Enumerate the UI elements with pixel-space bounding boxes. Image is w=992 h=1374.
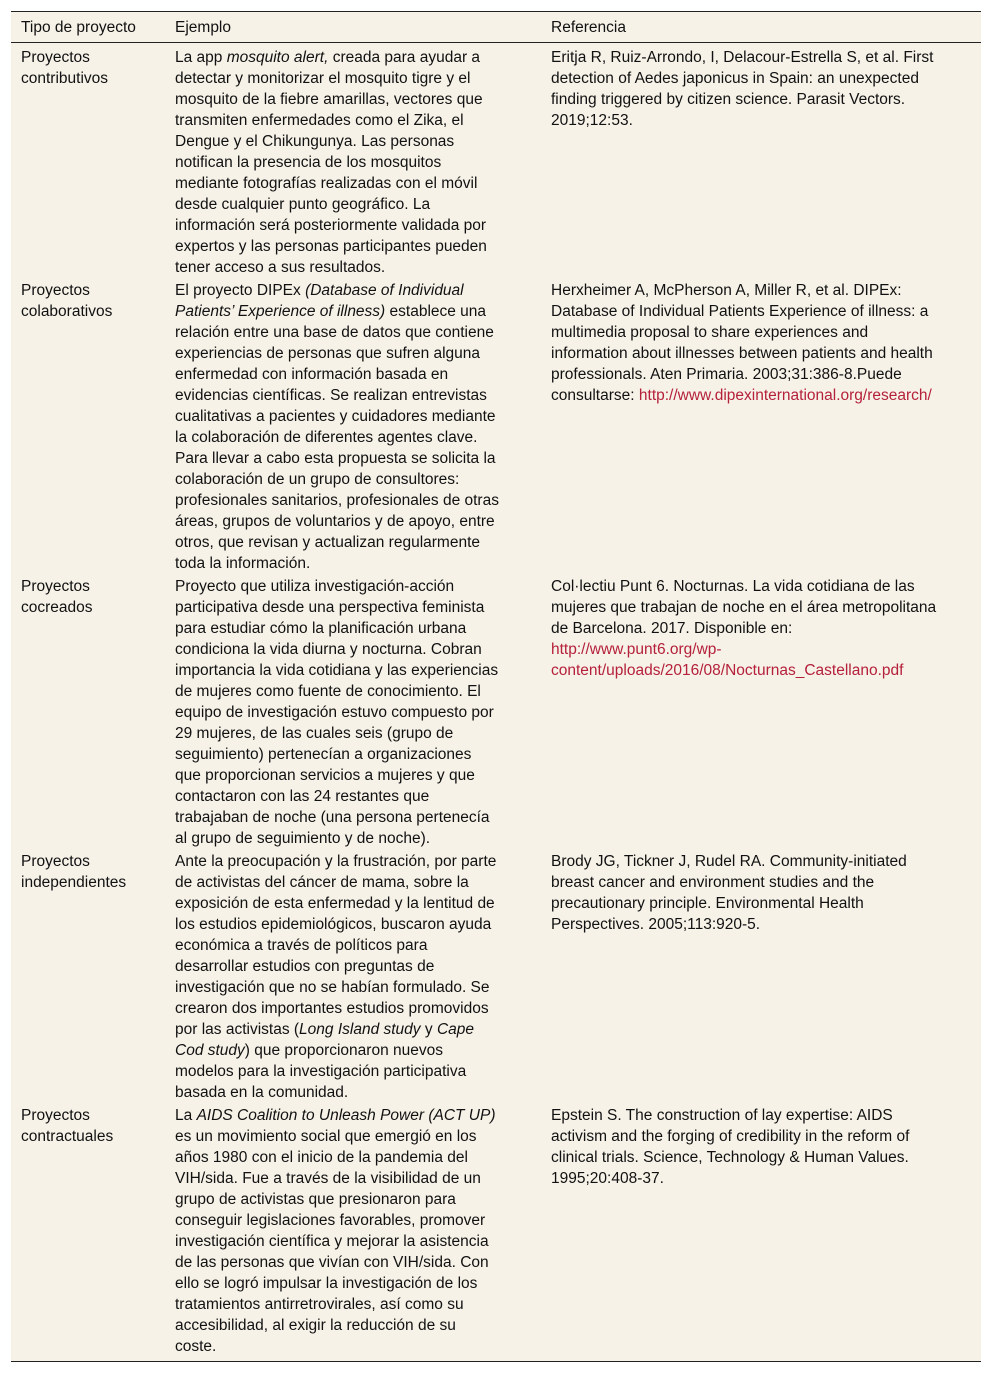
example-text: ) que proporcionaron nuevos modelos para la investigación participativa basada en la comunidad. (175, 1042, 467, 1101)
row-reference (551, 851, 971, 935)
row-reference (551, 576, 971, 681)
row-example (175, 1105, 525, 1357)
row-example (175, 851, 525, 1103)
row-example (175, 47, 525, 278)
example-italic: Long Island study (299, 1021, 421, 1038)
row-example (175, 576, 525, 849)
projects-table (11, 11, 981, 1362)
reference-link[interactable]: http://www.punt6.org/wp- content/uploads/2016/08/Nocturnas_Castellano.pdf (551, 641, 904, 679)
row-type: Proyectos contributivos (21, 49, 109, 87)
reference-text: Brody JG, Tickner J, Rudel RA. Community-initiated breast cancer and environment studies and the precautionary principle. Environmental Health Perspectives. 2005;113:920-5. (551, 853, 907, 933)
example-text: El proyecto DIPEx (175, 282, 306, 299)
example-text: establece una relación entre una base de datos que contiene experiencias de personas que sufren alguna enfermedad con información basada en evidencias científicas. Se realizan entrevistas cualitativas a pacientes y cuidadores mediante la colaboración de diferentes agentes clave. Para llevar a cabo esta propuesta se solicita la colaboración de un grupo de consultores: profesionales sanitarios, profesionales de otras áreas, grupos de voluntarios y de apoyo, entre otros, que revisan y actualizan regularmente toda la información. (175, 303, 499, 572)
example-italic: mosquito alert, (226, 49, 329, 66)
reference-text: Col·lectiu Punt 6. Nocturnas. La vida cotidiana de las mujeres que trabajan de noche en el área metropolitana de Barcelona. 2017. Disponible en: (551, 578, 937, 637)
example-text: La (175, 1107, 197, 1124)
reference-text: Epstein S. The construction of lay expertise: AIDS activism and the forging of credibility in the reform of clinical trials. Science, Technology & Human Values. 1995;20:408-37. (551, 1107, 910, 1187)
row-type: Proyectos contractuales (21, 1107, 114, 1145)
example-italic: Cape Cod study (175, 1021, 474, 1059)
header-example: Ejemplo (175, 19, 231, 36)
row-type: Proyectos colaborativos (21, 282, 113, 320)
example-italic: (Database of Individual Patients’ Experience of illness) (175, 282, 464, 320)
reference-text: Herxheimer A, McPherson A, Miller R, et al. DIPEx: Database of Individual Patients Experience of illness: a multimedia proposal to share experiences and information about illnesses between patients and health professionals. Aten Primaria. 2003;31:386-8.Puede consultarse: (551, 282, 933, 404)
row-reference (551, 47, 971, 131)
reference-link[interactable]: http://www.dipexinternational.org/research/ (638, 387, 932, 404)
example-text: es un movimiento social que emergió en los años 1980 con el inicio de la pandemia del VIH/sida. Fue a través de la visibilidad de un grupo de activistas que presionaron para conseguir legislaciones favorables, promover investigación científica y mejorar la asistencia de las personas que vivían con VIH/sida. Con ello se logró impulsar la investigación de los tratamientos antirretrovirales, así como su accesibilidad, al exigir la reducción de su coste. (175, 1128, 489, 1355)
row-type: Proyectos cocreados (21, 578, 93, 616)
example-text: La app (175, 49, 227, 66)
table-header (11, 12, 981, 43)
example-italic: AIDS Coalition to Unleash Power (ACT UP) (196, 1107, 496, 1124)
header-type: Tipo de proyecto (21, 19, 136, 36)
example-text: y (420, 1021, 437, 1038)
reference-text: Eritja R, Ruiz-Arrondo, I, Delacour-Estrella S, et al. First detection of Aedes japonicus in Spain: an unexpected finding triggered by citizen science. Parasit Vectors. 2019;12:53. (551, 49, 934, 129)
example-text: Proyecto que utiliza investigación-acción participativa desde una perspectiva feminista para estudiar cómo la planificación urbana condiciona la vida diurna y nocturna. Cobran importancia la vida cotidiana y las experiencias de mujeres como fuente de conocimiento. El equipo de investigación estuvo compuesto por 29 mujeres, de las cuales seis (grupo de seguimiento) pertenecían a organizaciones que proporcionan servicios a mujeres y que contactaron con las 24 restantes que trabajaban de noche (una persona pertenecía al grupo de seguimiento y de noche). (175, 578, 499, 847)
header-reference: Referencia (551, 19, 626, 36)
example-text: creada para ayudar a detectar y monitorizar el mosquito tigre y el mosquito de la fiebre amarillas, vectores que transmiten enfermedades como el Zika, el Dengue y el Chikungunya. Las personas notifican la presencia de los mosquitos mediante fotografías realizadas con el móvil desde cualquier punto geográfico. La información será posteriormente validada por expertos y las personas participantes pueden tener acceso a sus resultados. (175, 49, 487, 276)
row-reference (551, 1105, 971, 1189)
example-text: Ante la preocupación y la frustración, por parte de activistas del cáncer de mama, sobre la exposición de esta enfermedad y la lentitud de los estudios epidemiológicos, buscaron ayuda económica a través de políticos para desarrollar estudios con preguntas de investigación que no se habían formulado. Se crearon dos importantes estudios promovidos por las activistas ( (175, 853, 497, 1038)
row-reference (551, 280, 971, 406)
row-type: Proyectos independientes (21, 853, 127, 891)
row-example (175, 280, 525, 574)
